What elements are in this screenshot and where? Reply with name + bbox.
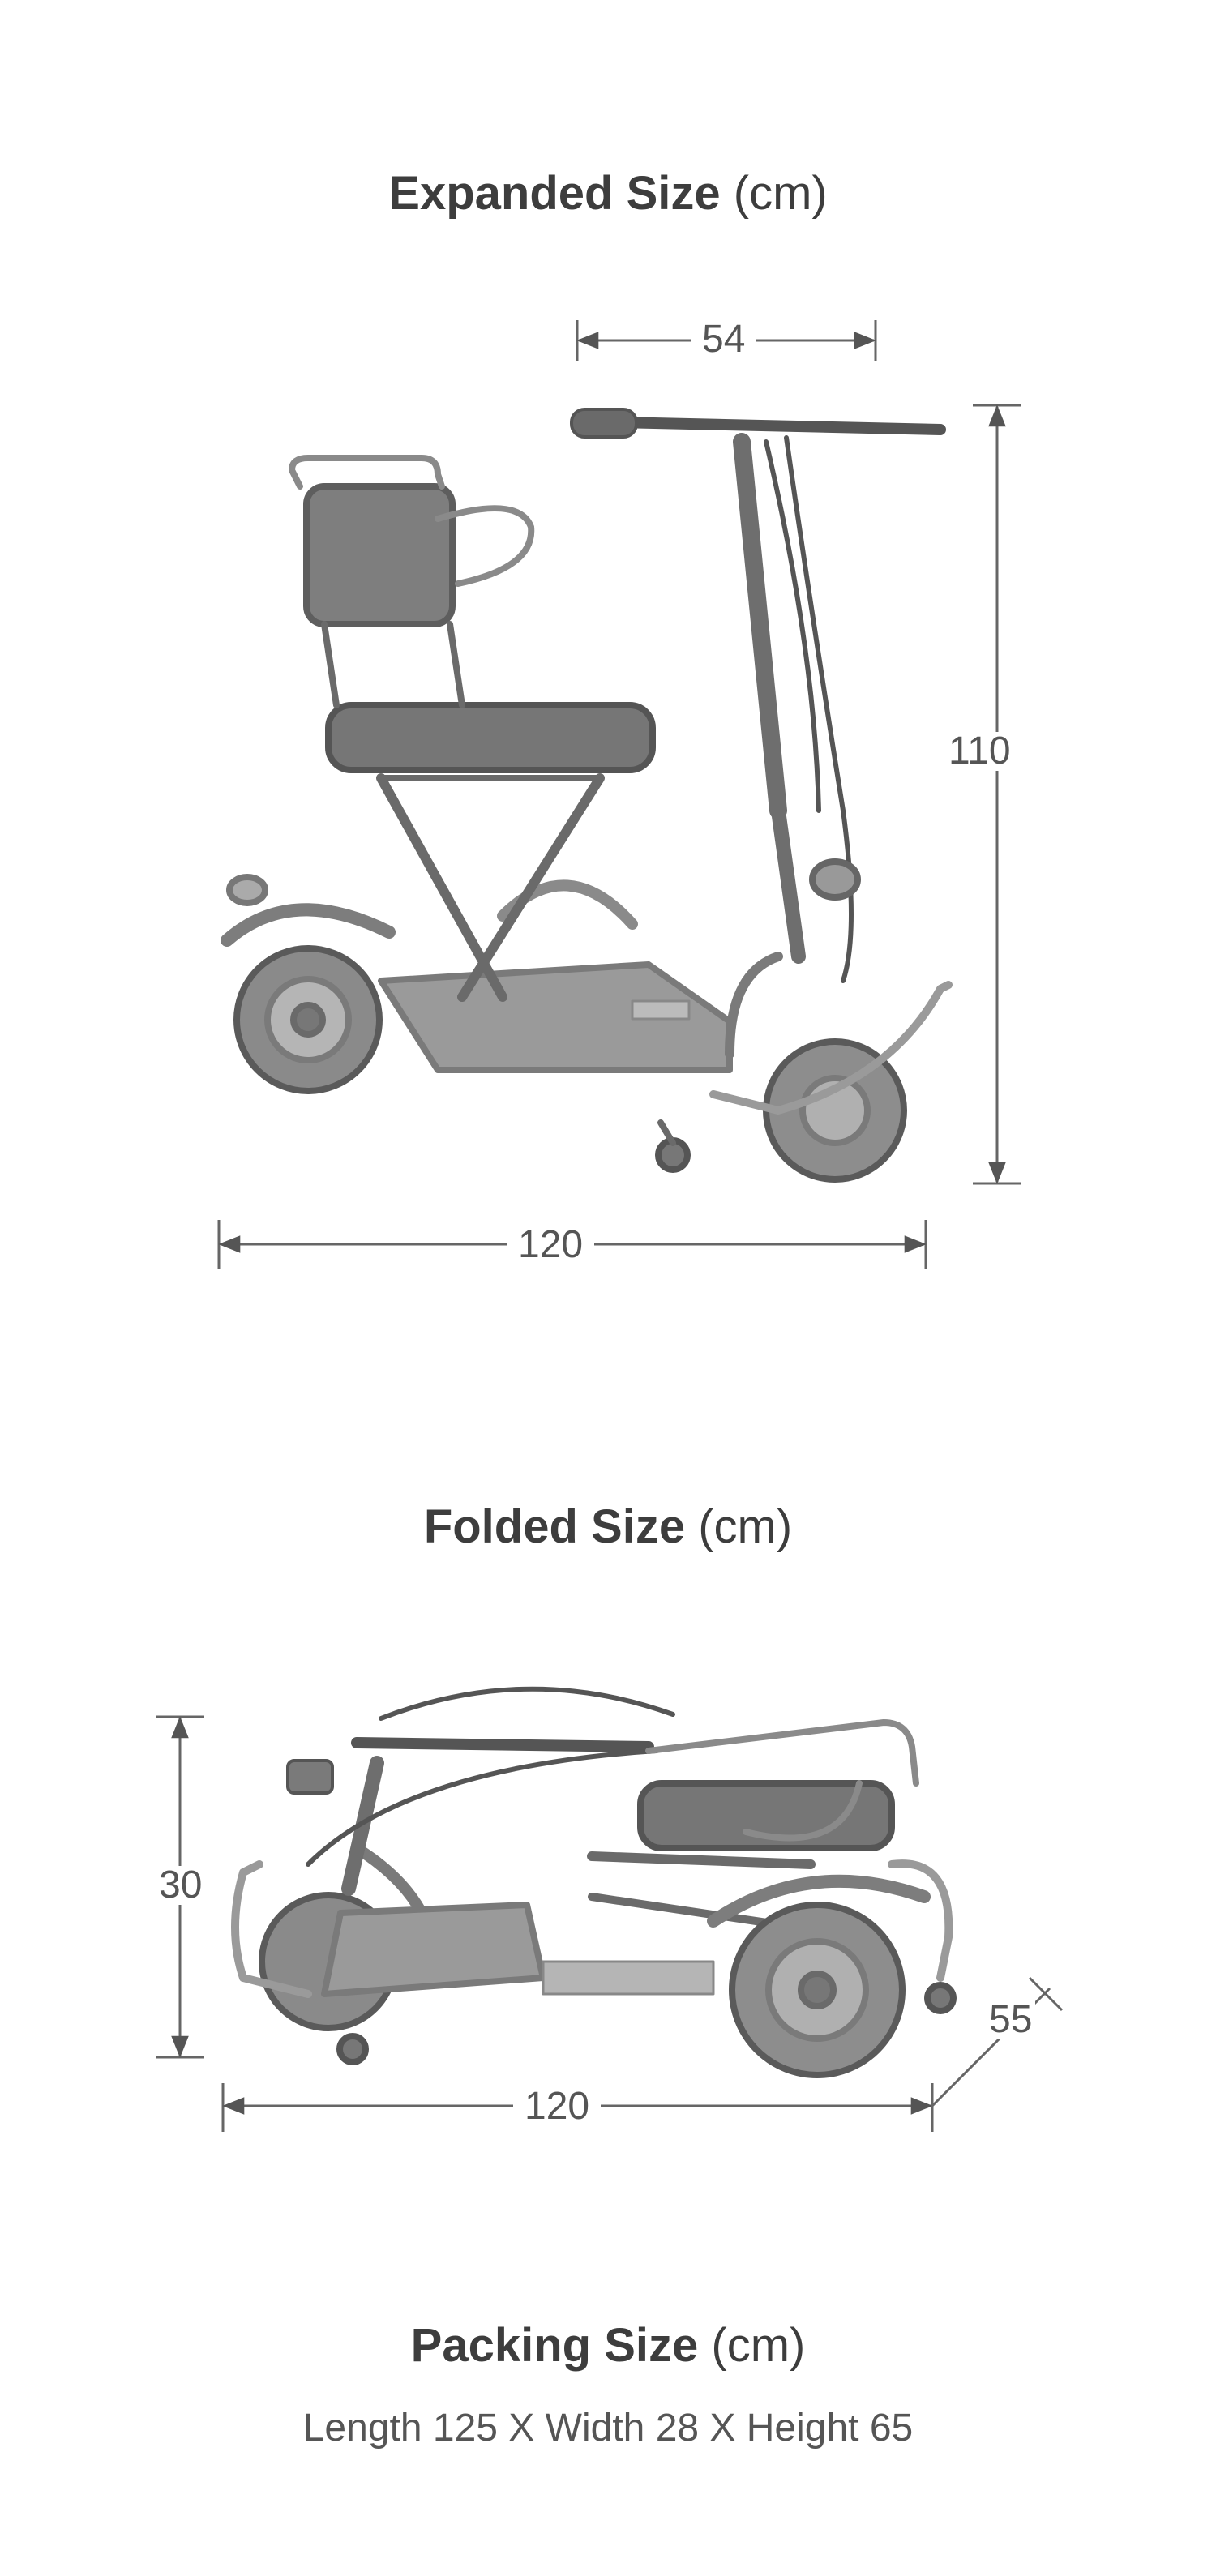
expanded-size-title-unit: (cm) bbox=[733, 167, 828, 220]
folded-length-label: 120 bbox=[513, 2087, 601, 2126]
expanded-length-label: 120 bbox=[507, 1226, 594, 1264]
packing-dimensions-text: Length 125 X Width 28 X Height 65 bbox=[302, 2407, 914, 2450]
folded-height-label: 30 bbox=[159, 1864, 203, 1906]
expanded-size-title-bold: Expanded Size bbox=[388, 167, 721, 220]
expanded-height-label: 110 bbox=[948, 730, 1011, 772]
packing-size-title bbox=[0, 2318, 1216, 2373]
folded-depth-label: 55 bbox=[986, 2000, 1035, 2039]
folded-scooter bbox=[235, 1689, 953, 2075]
folded-size-title-bold: Folded Size bbox=[423, 1500, 686, 1553]
folded-size-title-unit: (cm) bbox=[698, 1500, 793, 1553]
packing-size-title-bold: Packing Size bbox=[410, 2319, 699, 2372]
packing-size-title-unit: (cm) bbox=[711, 2319, 806, 2372]
expanded-width-label: 54 bbox=[691, 320, 756, 359]
